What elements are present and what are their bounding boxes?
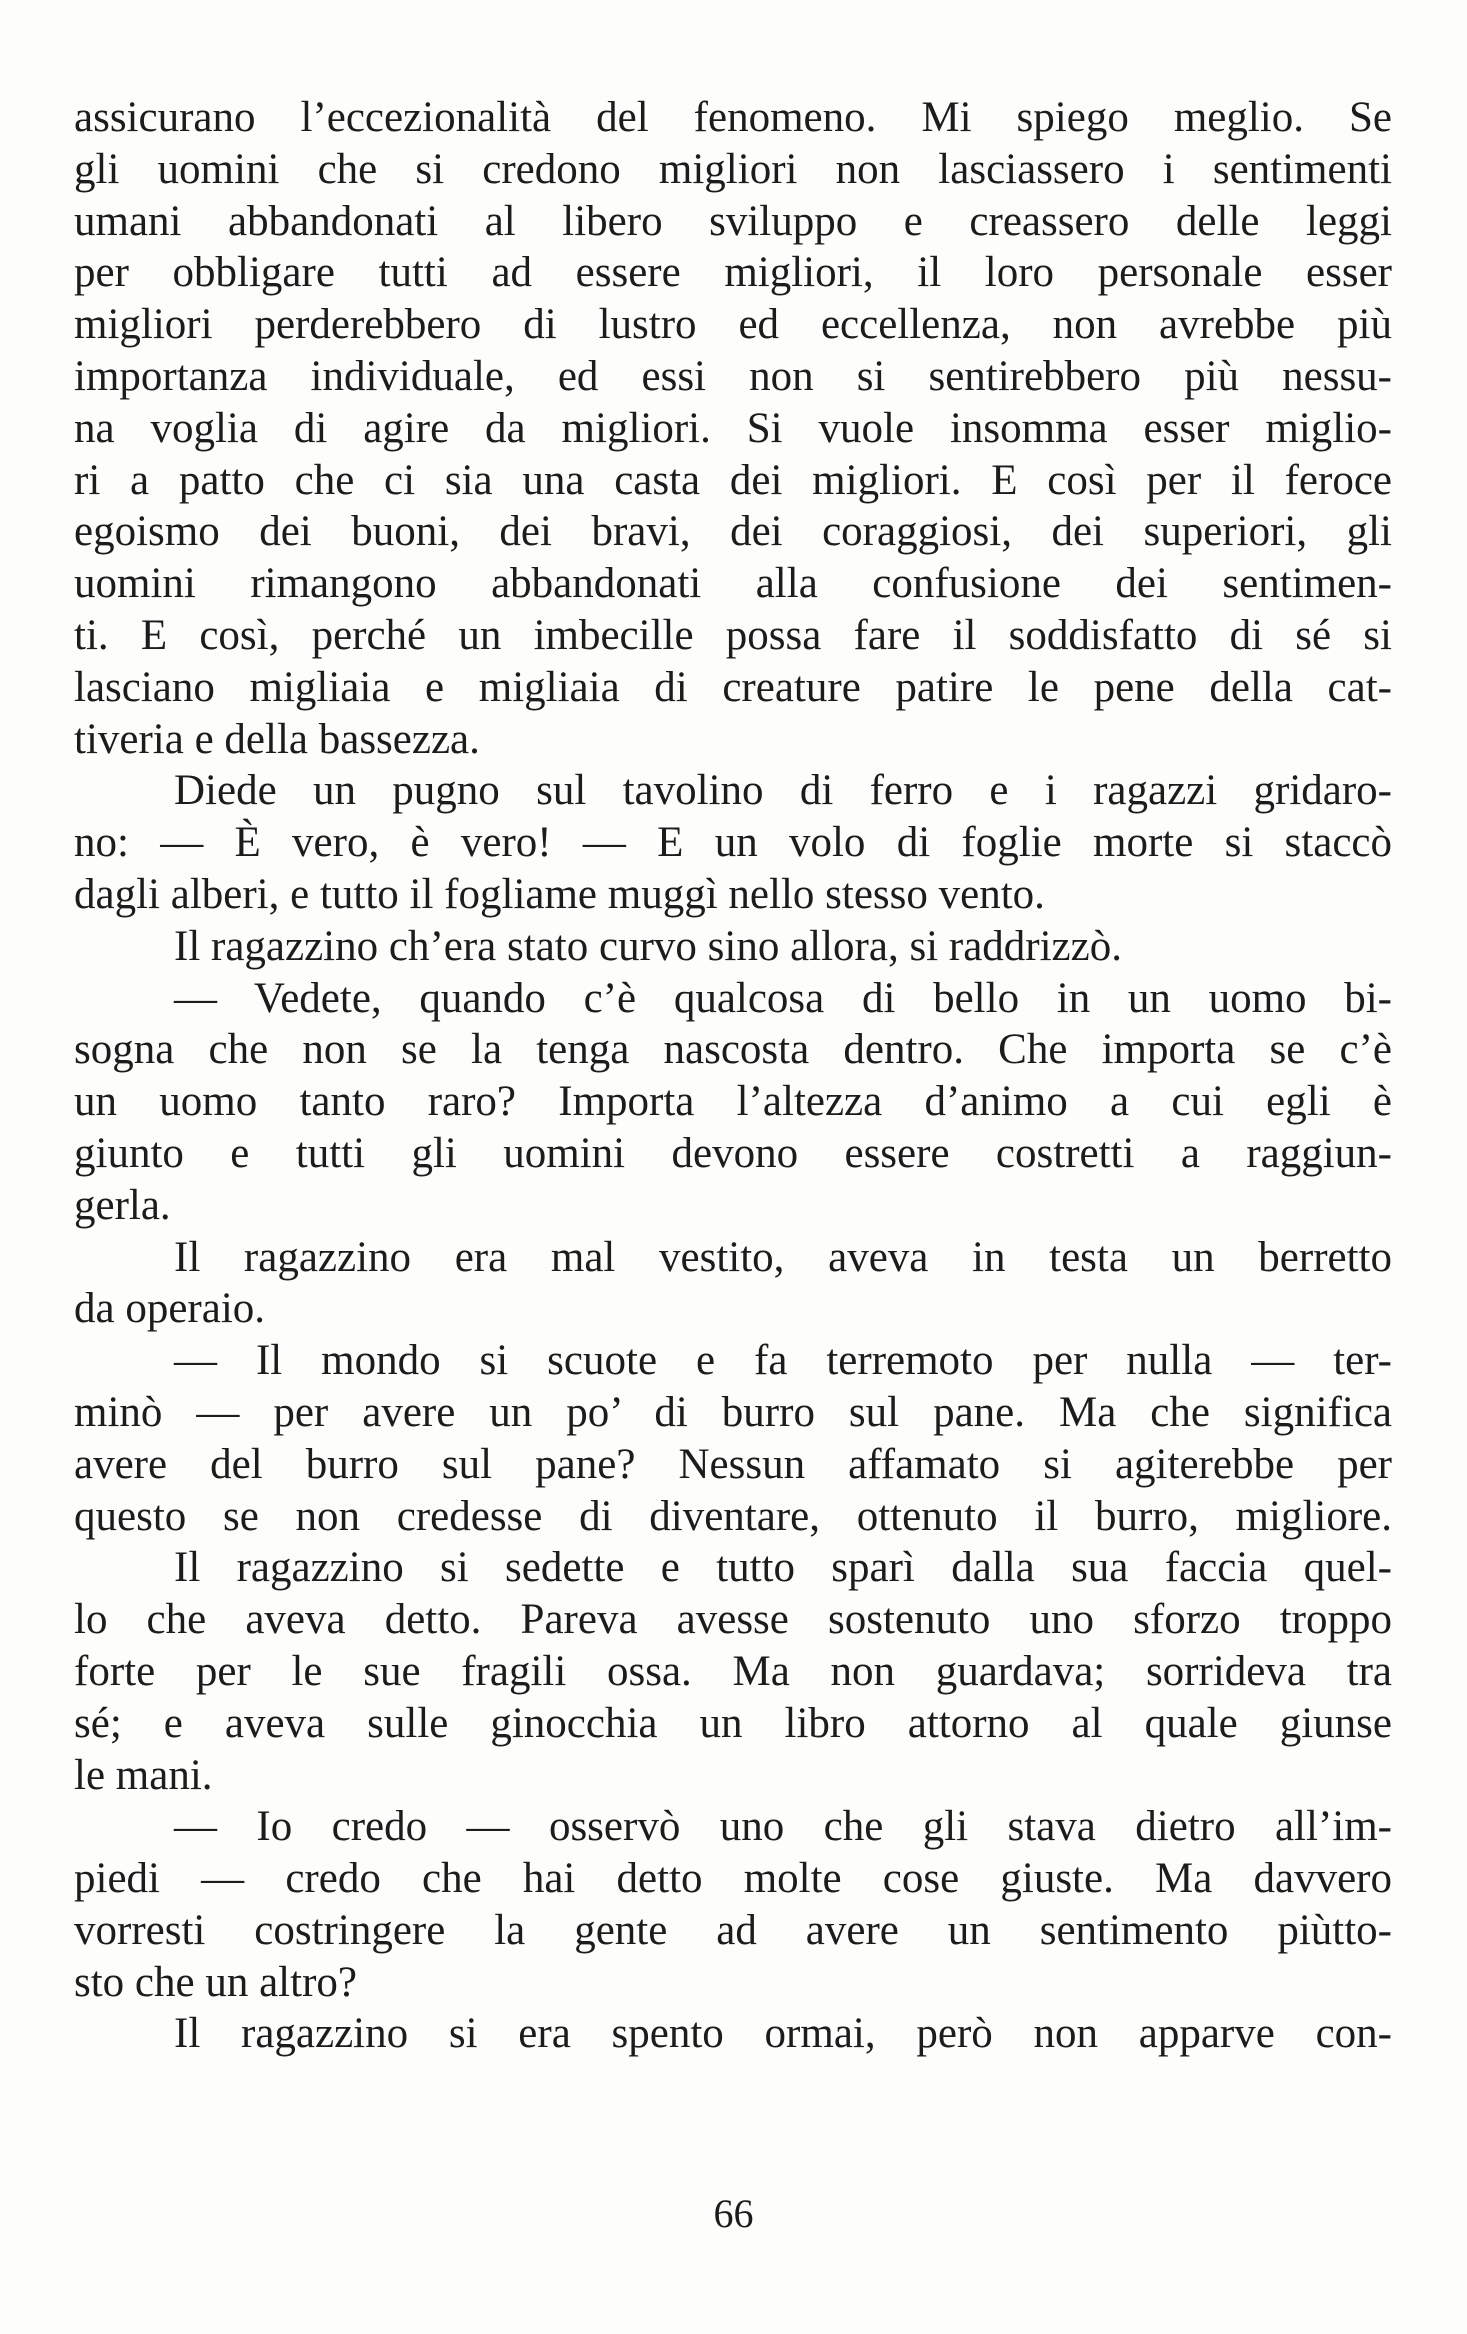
text-line: Il ragazzino si era spento ormai, però non apparve con- <box>174 2010 1392 2058</box>
text-line: minò — per avere un po’ di burro sul pane. Ma che significa <box>74 1388 1392 1436</box>
page-number: 66 <box>713 2191 754 2236</box>
text-line: un uomo tanto raro? Importa l’altezza d’animo a cui egli è <box>74 1078 1392 1126</box>
text-line: questo se non credesse di diventare, ottenuto il burro, migliore. <box>74 1492 1392 1540</box>
text-line: assicurano l’eccezionalità del fenomeno. Mi spiego meglio. Se <box>74 94 1392 141</box>
text-line: na voglia di agire da migliori. Si vuole insomma esser miglio- <box>74 404 1392 452</box>
text-line: Il ragazzino era mal vestito, aveva in testa un berretto <box>174 1233 1392 1281</box>
text-line: — Vedete, quando c’è qualcosa di bello in un uomo bi- <box>174 974 1392 1022</box>
text-line: migliori perderebbero di lustro ed eccellenza, non avrebbe più <box>74 301 1392 349</box>
text-line: Il ragazzino ch’era stato curvo sino allora, si raddrizzò. <box>174 922 1122 970</box>
text-line: umani abbandonati al libero sviluppo e creassero delle leggi <box>74 197 1392 245</box>
text-line: avere del burro sul pane? Nessun affamato si agiterebbe per <box>74 1440 1392 1488</box>
text-line: uomini rimangono abbandonati alla confusione dei sentimen- <box>74 560 1392 608</box>
text-line: le mani. <box>74 1751 213 1799</box>
text-line: da operaio. <box>74 1285 266 1333</box>
text-line: — Il mondo si scuote e fa terremoto per nulla — ter- <box>174 1337 1392 1385</box>
text-line: lasciano migliaia e migliaia di creature patire le pene della cat- <box>74 663 1392 711</box>
text-line: egoismo dei buoni, dei bravi, dei coraggiosi, dei superiori, gli <box>74 508 1392 556</box>
text-line: sto che un altro? <box>74 1958 357 2006</box>
text-line: — Io credo — osservò uno che gli stava dietro all’im- <box>174 1803 1392 1851</box>
text-line: per obbligare tutti ad essere migliori, il loro personale esser <box>74 249 1392 297</box>
text-line: ri a patto che ci sia una casta dei migliori. E così per il feroce <box>74 456 1392 504</box>
text-line: lo che aveva detto. Pareva avesse sostenuto uno sforzo troppo <box>74 1596 1392 1644</box>
text-line: forte per le sue fragili ossa. Ma non guardava; sorrideva tra <box>74 1647 1392 1695</box>
text-line: giunto e tutti gli uomini devono essere costretti a raggiun- <box>74 1129 1392 1177</box>
text-line: gerla. <box>74 1181 171 1229</box>
text-line: tiveria e della bassezza. <box>74 715 480 763</box>
text-line: dagli alberi, e tutto il fogliame muggì nello stesso vento. <box>74 870 1045 918</box>
text-line: importanza individuale, ed essi non si sentirebbero più nessu- <box>74 352 1392 400</box>
text-line: Il ragazzino si sedette e tutto sparì dalla sua faccia quel- <box>174 1544 1392 1592</box>
text-line: gli uomini che si credono migliori non lasciassero i sentimenti <box>74 145 1392 193</box>
text-line: ti. E così, perché un imbecille possa fare il soddisfatto di sé si <box>74 611 1392 659</box>
body-text <box>74 92 1392 2060</box>
text-line: Diede un pugno sul tavolino di ferro e i ragazzi gridaro- <box>174 767 1392 815</box>
text-line: vorresti costringere la gente ad avere un sentimento piùtto- <box>74 1906 1392 1954</box>
text-line: sogna che non se la tenga nascosta dentro. Che importa se c’è <box>74 1026 1392 1074</box>
text-line: sé; e aveva sulle ginocchia un libro attorno al quale giunse <box>74 1699 1392 1747</box>
text-line: no: — È vero, è vero! — E un volo di foglie morte si staccò <box>74 819 1392 867</box>
text-line: piedi — credo che hai detto molte cose giuste. Ma davvero <box>74 1855 1392 1903</box>
